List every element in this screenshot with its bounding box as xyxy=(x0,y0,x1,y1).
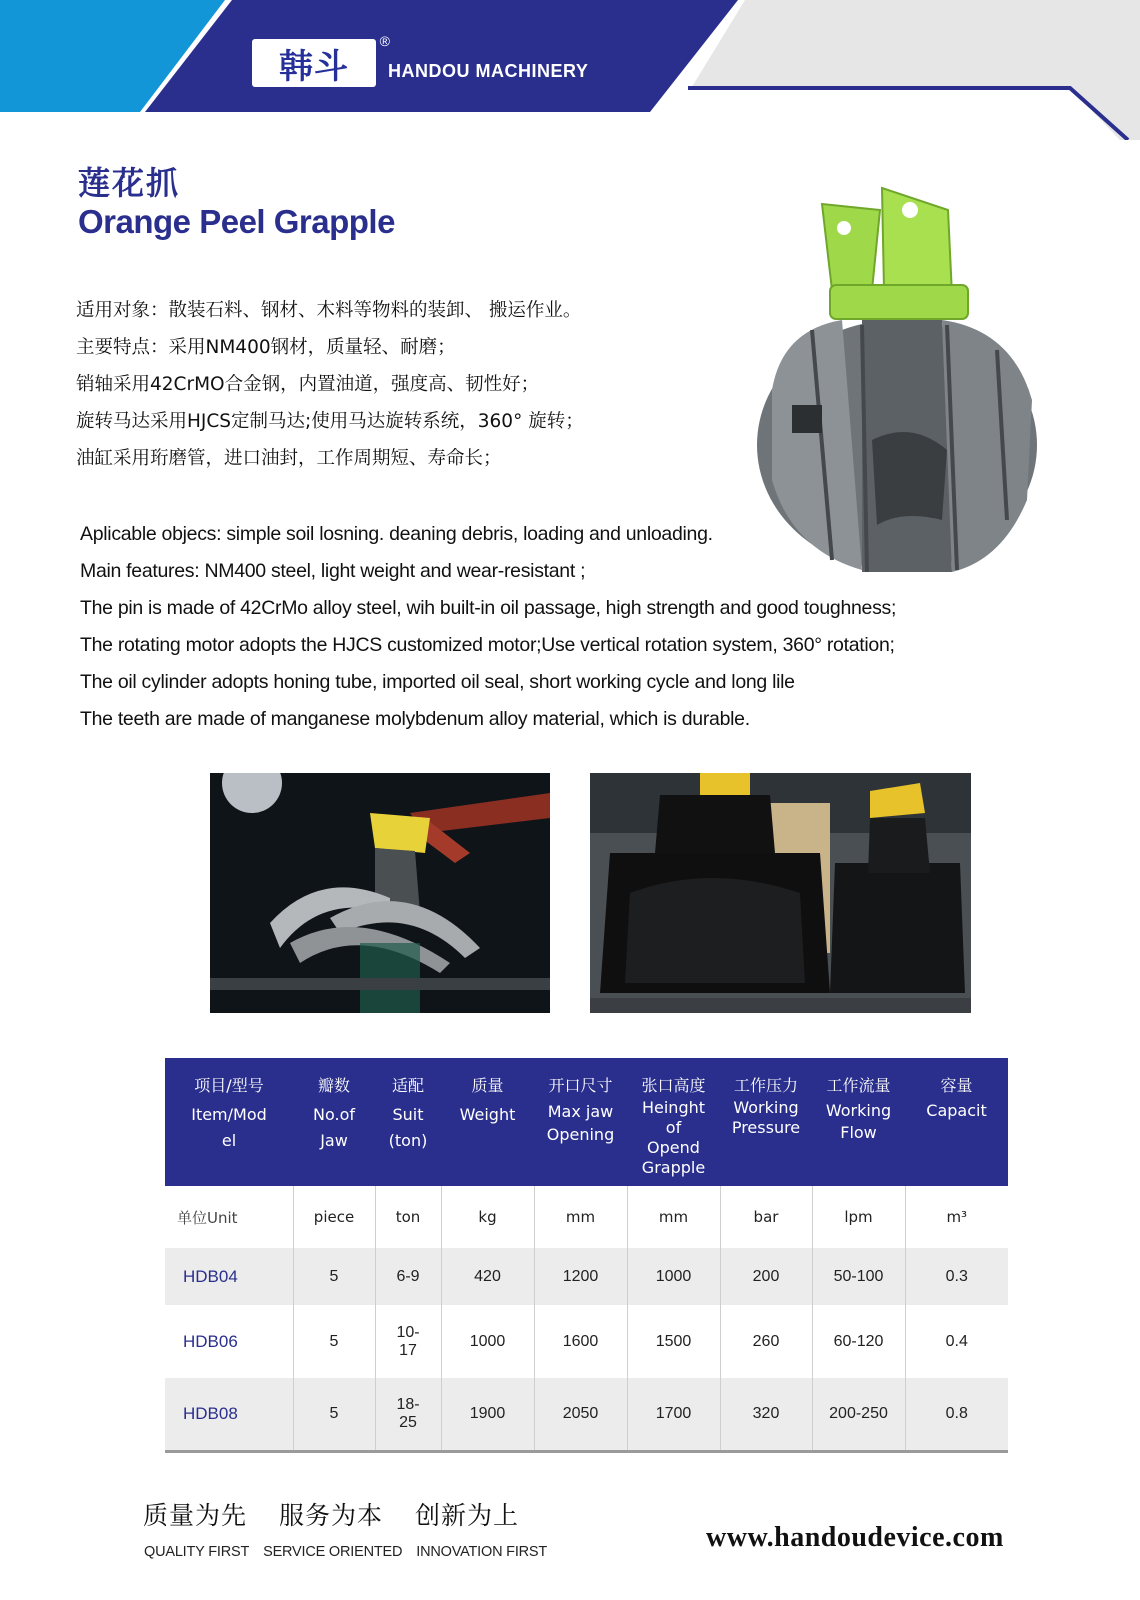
table-cell: 200 xyxy=(720,1248,812,1305)
brand-logo xyxy=(252,33,589,88)
table-cell: 0.4 xyxy=(905,1305,1008,1378)
grapple-photo-factory xyxy=(590,773,971,1013)
table-cell: 0.3 xyxy=(905,1248,1008,1305)
slogan-en: SERVICE ORIENTED xyxy=(263,1544,403,1560)
brand-name: HANDOU MACHINERY xyxy=(388,60,589,81)
slogan-cn: 创新为上 xyxy=(415,1501,520,1530)
header-banner xyxy=(0,0,1140,140)
header-item: 项目/型号 Item/Mod el xyxy=(165,1058,293,1186)
table-cell: 5 xyxy=(293,1248,375,1305)
table-row xyxy=(165,1305,1008,1378)
table-cell: 5 xyxy=(293,1305,375,1378)
suit-value: 18-25 xyxy=(396,1395,420,1431)
description-en xyxy=(80,516,1040,738)
description-cn-line: 主要特点：采用NM400钢材，质量轻、耐磨； xyxy=(76,337,456,358)
table-cell: 0.8 xyxy=(905,1378,1008,1451)
header-suit: 适配 Suit (ton) xyxy=(375,1058,441,1186)
unit-cell: ton xyxy=(375,1186,441,1248)
description-cn-line: 适用对象：散装石料、钢材、木料等物料的装卸、 搬运作业。 xyxy=(76,300,582,321)
description-en-line: The teeth are made of manganese molybdenum alloy material, which is durable. xyxy=(80,708,750,730)
table-cell: 2050 xyxy=(534,1378,627,1451)
table-cell: 200-250 xyxy=(812,1378,905,1451)
header-capacity: 容量 Capacit xyxy=(905,1058,1008,1186)
table-cell: 420 xyxy=(441,1248,534,1305)
model-cell: HDB04 xyxy=(165,1248,293,1305)
spec-table xyxy=(165,1058,1008,1453)
table-cell xyxy=(375,1305,441,1378)
header-jaw: 瓣数 No.of Jaw xyxy=(293,1058,375,1186)
table-cell: 260 xyxy=(720,1305,812,1378)
unit-cell: lpm xyxy=(812,1186,905,1248)
table-cell: 320 xyxy=(720,1378,812,1451)
unit-cell: bar xyxy=(720,1186,812,1248)
header-max-jaw-opening: 开口尺寸 Max jaw Opening xyxy=(534,1058,627,1186)
table-unit-row xyxy=(165,1186,1008,1248)
slogan-cn: 服务为本 xyxy=(279,1501,384,1530)
table-cell xyxy=(375,1378,441,1451)
model-cell: HDB06 xyxy=(165,1305,293,1378)
header-working-pressure: 工作压力 Working Pressure xyxy=(720,1058,812,1186)
table-cell: 1500 xyxy=(627,1305,720,1378)
table-cell: 5 xyxy=(293,1378,375,1451)
slogan-cn: 质量为先 xyxy=(143,1501,248,1530)
slogan-en: QUALITY FIRST xyxy=(144,1544,250,1560)
unit-cell: 单位Unit xyxy=(165,1186,293,1248)
description-cn-line: 旋转马达采用HJCS定制马达;使用马达旋转系统，360° 旋转； xyxy=(76,411,584,432)
table-cell: 60-120 xyxy=(812,1305,905,1378)
description-cn xyxy=(76,292,756,477)
slogans-cn xyxy=(143,1496,551,1532)
table-header-row xyxy=(165,1058,1008,1186)
table-row xyxy=(165,1378,1008,1451)
logo-mark xyxy=(252,33,390,87)
table-row xyxy=(165,1248,1008,1305)
table-cell xyxy=(375,1248,441,1305)
description-en-line: The oil cylinder adopts honing tube, imported oil seal, short working cycle and long lile xyxy=(80,671,795,693)
grapple-photo-night xyxy=(210,773,550,1013)
logo-cn: 韩斗 xyxy=(279,46,349,87)
unit-cell: kg xyxy=(441,1186,534,1248)
model-cell: HDB08 xyxy=(165,1378,293,1451)
table-cell: 50-100 xyxy=(812,1248,905,1305)
website-url[interactable]: www.handoudevice.com xyxy=(706,1522,1004,1553)
title-cn: 莲花抓 xyxy=(78,164,181,202)
table-cell: 1900 xyxy=(441,1378,534,1451)
unit-cell: mm xyxy=(627,1186,720,1248)
table-cell: 1000 xyxy=(627,1248,720,1305)
description-en-line: The pin is made of 42CrMo alloy steel, wih built-in oil passage, high strength and good toughness; xyxy=(80,597,897,619)
slogan-en: INNOVATION FIRST xyxy=(416,1544,548,1560)
header-working-flow: 工作流量 Working Flow xyxy=(812,1058,905,1186)
suit-value: 10-17 xyxy=(396,1323,420,1359)
unit-cell: piece xyxy=(293,1186,375,1248)
header-opened-height: 张口高度 Heinght of Opend Grapple xyxy=(627,1058,720,1186)
description-cn-line: 油缸采用珩磨管，进口油封，工作周期短、寿命长； xyxy=(76,448,502,469)
unit-cell: m³ xyxy=(905,1186,1008,1248)
table-cell: 1700 xyxy=(627,1378,720,1451)
description-cn-line: 销轴采用42CrMO合金钢，内置油道，强度高、韧性好； xyxy=(76,374,540,395)
description-en-line: Main features: NM400 steel, light weight and wear-resistant ; xyxy=(80,560,586,582)
description-en-line: Aplicable objecs: simple soil losning. deaning debris, loading and unloading. xyxy=(80,523,713,545)
suit-value: 6-9 xyxy=(396,1267,420,1285)
registered-mark: ® xyxy=(379,33,390,49)
table-cell: 1600 xyxy=(534,1305,627,1378)
table-cell: 1000 xyxy=(441,1305,534,1378)
unit-cell: mm xyxy=(534,1186,627,1248)
table-cell: 1200 xyxy=(534,1248,627,1305)
title-en: Orange Peel Grapple xyxy=(78,203,395,240)
slogans-en xyxy=(144,1544,561,1560)
header-weight: 质量 Weight xyxy=(441,1058,534,1186)
description-en-line: The rotating motor adopts the HJCS customized motor;Use vertical rotation system, 360° rotation; xyxy=(80,634,895,656)
